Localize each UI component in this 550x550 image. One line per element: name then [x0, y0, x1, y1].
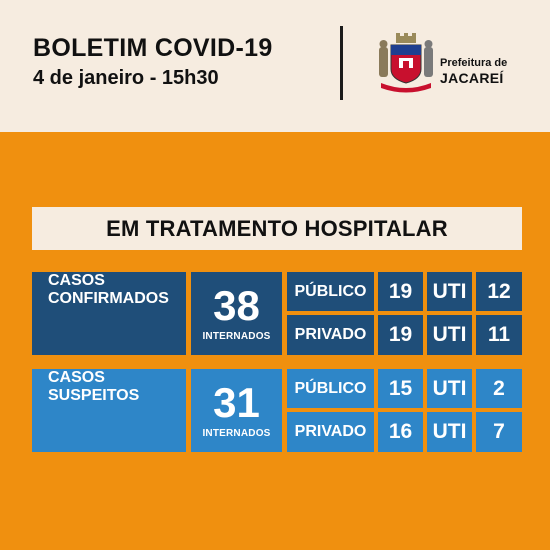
suspeitos-label-line2: SUSPEITOS [48, 387, 140, 404]
confirmados-privado-uti-count: 11 [476, 315, 522, 355]
bulletin-date: 4 de janeiro - 15h30 [33, 67, 219, 89]
suspeitos-label [32, 369, 186, 452]
confirmados-total: 38 [213, 282, 260, 329]
suspeitos-publico-count: 15 [378, 369, 423, 408]
section-banner: EM TRATAMENTO HOSPITALAR [32, 207, 522, 250]
confirmados-publico-label: PÚBLICO [287, 272, 374, 311]
confirmados-publico-uti-label: UTI [427, 272, 472, 311]
city-name: JACAREÍ [440, 70, 504, 86]
suspeitos-total-cell [191, 369, 282, 452]
suspeitos-total: 31 [213, 379, 260, 426]
confirmados-internados-label: INTERNADOS [202, 331, 271, 342]
confirmados-label-line1: CASOS [48, 272, 105, 289]
suspeitos-privado-count: 16 [378, 412, 423, 452]
prefeitura-label: Prefeitura de [440, 57, 508, 69]
confirmados-publico-count: 19 [378, 272, 423, 311]
confirmados-total-cell [191, 272, 282, 355]
suspeitos-privado-uti-label: UTI [427, 412, 472, 452]
suspeitos-publico-uti-label: UTI [427, 369, 472, 408]
suspeitos-publico-uti-count: 2 [476, 369, 522, 408]
confirmados-privado-label: PRIVADO [287, 315, 374, 355]
header [0, 0, 550, 132]
city-crest-icon [377, 33, 435, 95]
suspeitos-publico-label: PÚBLICO [287, 369, 374, 408]
header-divider [340, 26, 343, 100]
confirmados-label-line2: CONFIRMADOS [48, 290, 169, 307]
suspeitos-internados-label: INTERNADOS [202, 428, 271, 439]
suspeitos-privado-label: PRIVADO [287, 412, 374, 452]
suspeitos-label-line1: CASOS [48, 369, 105, 386]
suspeitos-privado-uti-count: 7 [476, 412, 522, 452]
confirmados-privado-uti-label: UTI [427, 315, 472, 355]
bulletin-title: BOLETIM COVID-19 [33, 34, 273, 62]
confirmados-privado-count: 19 [378, 315, 423, 355]
confirmados-label [32, 272, 186, 355]
confirmados-publico-uti-count: 12 [476, 272, 522, 311]
